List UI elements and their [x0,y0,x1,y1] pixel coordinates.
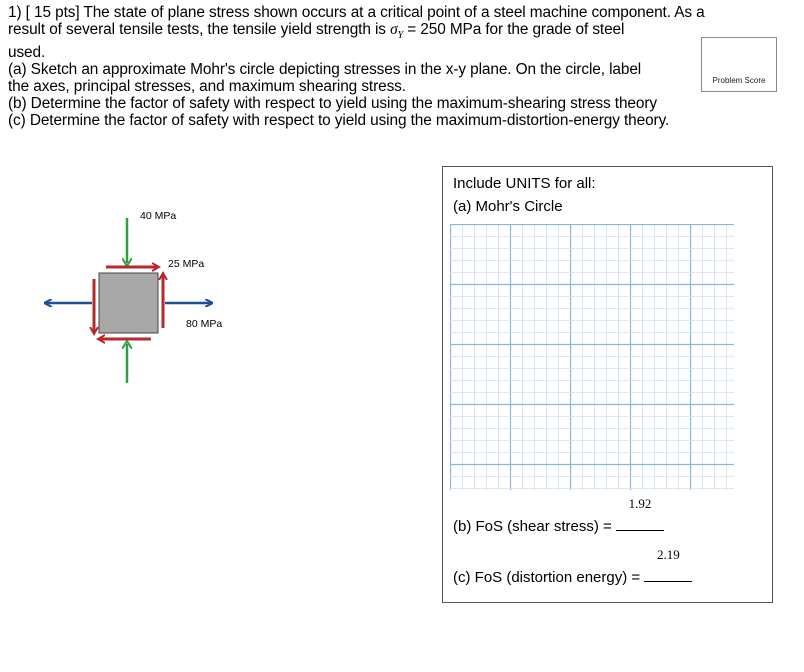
problem-line-2-text: result of several tensile tests, the tensile yield strength is [8,21,391,38]
normal-stress-y-label: 40 MPa [140,210,177,222]
part-c-answer-field[interactable] [644,547,692,582]
problem-line-1: 1) [ 15 pts] The state of plane stress shown occurs at a critical point of a steel machine component. As a [8,4,705,21]
shear-stress-label: 25 MPa [168,258,205,270]
problem-line-7: (c) Determine the factor of safety with respect to yield using the maximum-distortion-energy theory. [8,112,670,130]
part-c-answer-value: 2.19 [656,547,680,562]
problem-line-3: used. [8,44,46,62]
part-c-label: (c) FoS (distortion energy) = [453,569,641,586]
part-a-label: (a) Mohr's Circle [453,198,563,215]
units-note: Include UNITS for all: [453,175,596,192]
part-b-label: (b) FoS (shear stress) = [453,518,612,535]
sigma-subscript: Y [397,30,404,42]
problem-score-label: Problem Score [712,76,766,85]
problem-line-2-tail: = 250 MPa for the grade of steel [403,21,625,38]
part-b-answer-field[interactable] [616,496,664,531]
problem-line-4: (a) Sketch an approximate Mohr's circle depicting stresses in the x-y plane. On the circle, label [8,61,642,79]
sigma-symbol: σ [390,21,398,38]
part-b-answer-value: 1.92 [628,496,652,511]
part-b-row [453,496,664,535]
part-c-row [453,547,692,586]
problem-line-6: (b) Determine the factor of safety with respect to yield using the maximum-shearing stress theory [8,95,657,113]
problem-line-5: the axes, principal stresses, and maximum shearing stress. [8,78,406,96]
normal-stress-x-label: 80 MPa [186,318,223,330]
graph-paper-grid[interactable] [450,224,734,490]
problem-score-box[interactable] [701,37,777,92]
stress-element-diagram [0,0,430,420]
stress-element-square [99,273,158,333]
